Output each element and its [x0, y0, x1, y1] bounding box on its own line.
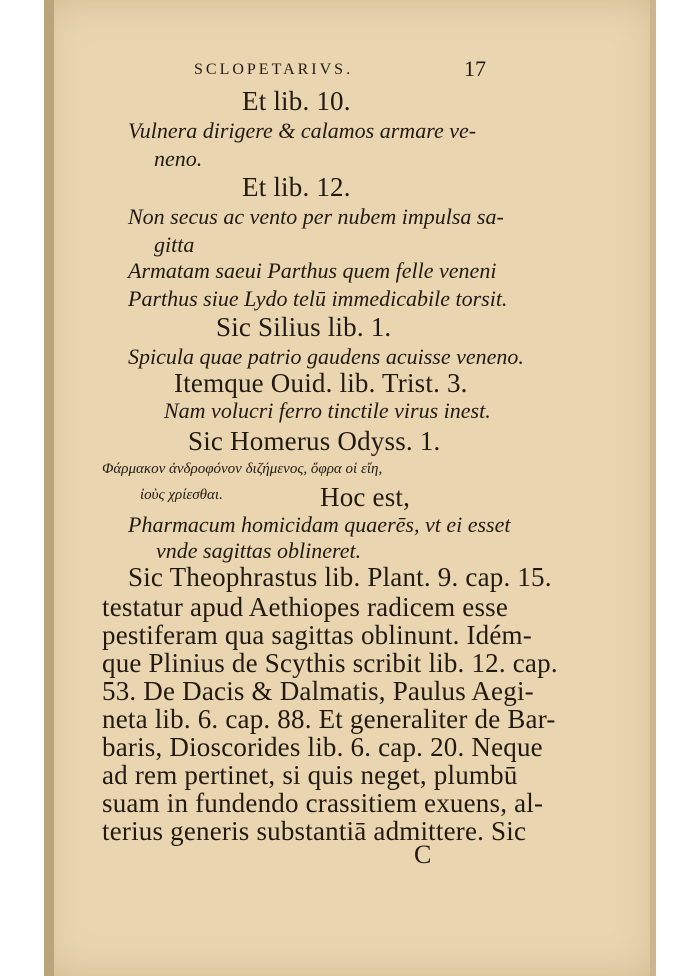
bleed-through-text — [404, 92, 410, 118]
text-line: neta lib. 6. cap. 88. Et generaliter de Bar- — [102, 704, 556, 734]
text-line: Armatam saeui Parthus quem felle veneni — [128, 258, 497, 283]
signature-mark: C — [414, 840, 432, 869]
text-line: Parthus siue Lydo telū immedicabile torsit. — [128, 286, 508, 311]
text-line: Hoc est, — [320, 482, 411, 512]
page-edge — [650, 0, 656, 976]
text-line: testatur apud Aethiopes radicem esse — [102, 592, 509, 622]
text-line: Sic Silius lib. 1. — [216, 312, 392, 342]
text-line: ad rem pertinet, si quis neget, plumbū — [102, 760, 518, 790]
running-title: SCLOPETARIVS. — [194, 61, 354, 78]
text-line: vnde sagittas oblineret. — [156, 538, 362, 563]
page-number: 17 — [464, 56, 486, 81]
text-line: Sic Homerus Odyss. 1. — [188, 426, 441, 456]
text-line: Pharmacum homicidam quaerēs, vt ei esset — [128, 512, 511, 537]
text-line: que Plinius de Scythis scribit lib. 12. cap. — [102, 648, 558, 678]
greek-line: Φάρμακον ἀνδροφόνον διζήμενος, ὄφρα οἱ εἴη, — [102, 461, 383, 477]
text-line: Non secus ac vento per nubem impulsa sa- — [128, 204, 504, 229]
greek-line: ἰοὺς χρίεσθαι. — [140, 487, 223, 503]
text-line: Vulnera dirigere & calamos armare ve- — [128, 118, 477, 143]
text-line: Et lib. 12. — [242, 172, 351, 202]
text-line: neno. — [154, 146, 203, 171]
text-line: baris, Dioscorides lib. 6. cap. 20. Neque — [102, 732, 543, 762]
text-line: Et lib. 10. — [242, 86, 351, 116]
text-line: suam in fundendo crassitiem exuens, al- — [102, 788, 544, 818]
text-line: Spicula quae patrio gaudens acuisse veneno. — [128, 344, 524, 369]
text-line: terius generis substantiā admittere. Sic — [102, 816, 527, 846]
text-line: pestiferam qua sagittas oblinunt. Idém- — [102, 620, 532, 650]
text-line: Itemque Ouid. lib. Trist. 3. — [174, 368, 468, 398]
page-gutter-shadow — [44, 0, 54, 976]
text-line: Sic Theophrastus lib. Plant. 9. cap. 15. — [128, 562, 552, 592]
book-page — [44, 0, 656, 976]
text-line: Nam volucri ferro tinctile virus inest. — [164, 398, 491, 423]
text-line: gitta — [154, 232, 195, 257]
text-line: 53. De Dacis & Dalmatis, Paulus Aegi- — [102, 676, 534, 706]
